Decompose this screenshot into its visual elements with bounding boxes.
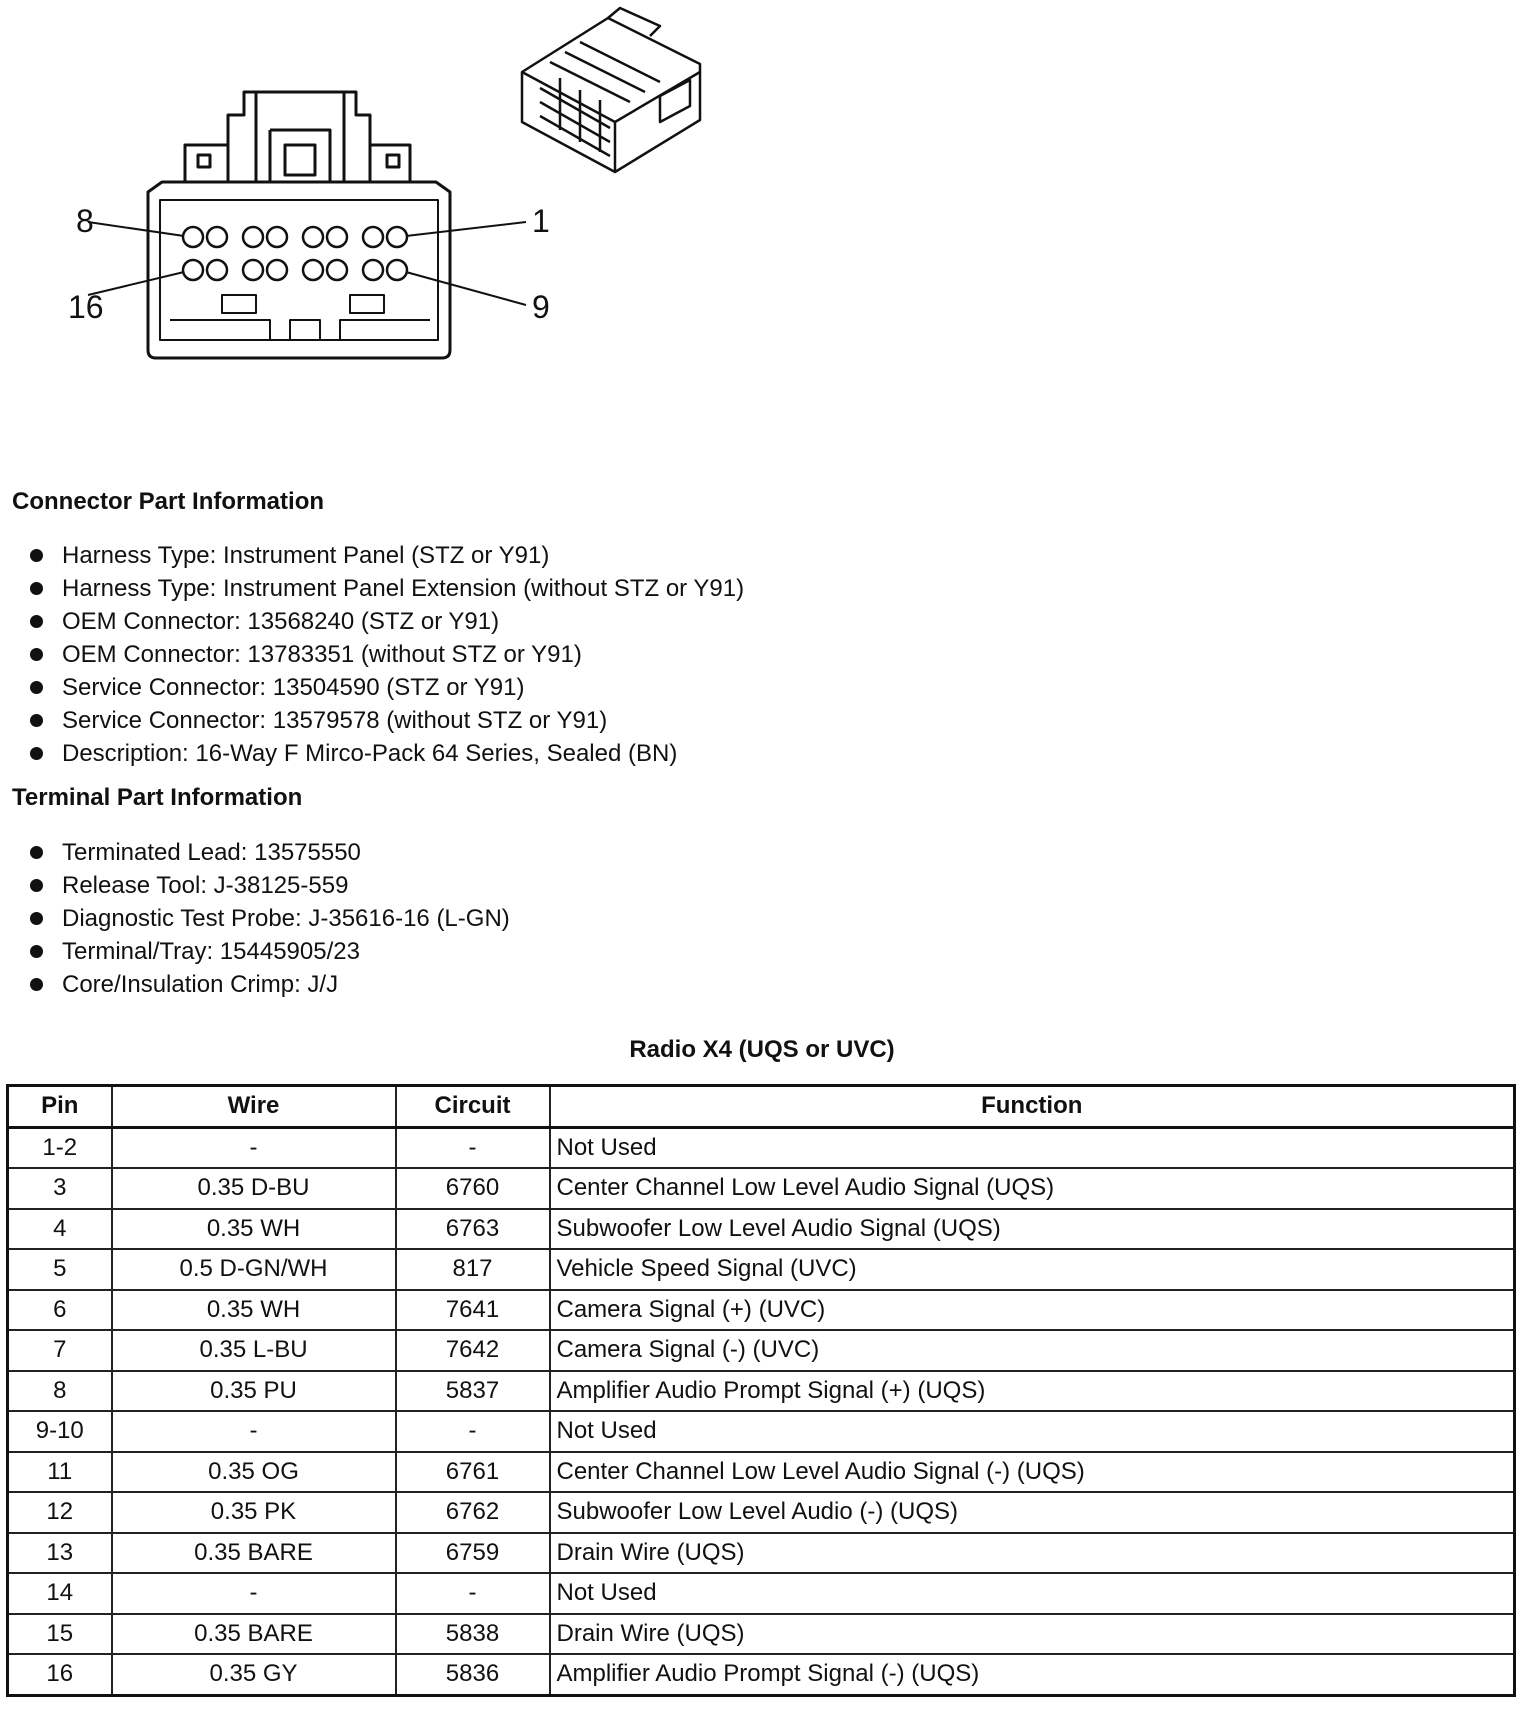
bullet-icon — [30, 846, 43, 859]
bullet-icon — [30, 714, 43, 727]
table-row — [8, 1452, 1515, 1493]
cell-circuit: 6762 — [396, 1492, 550, 1533]
cell-circuit: - — [396, 1127, 550, 1168]
cell-wire: 0.35 WH — [112, 1209, 396, 1250]
cell-function: Amplifier Audio Prompt Signal (-) (UQS) — [550, 1654, 1515, 1695]
cell-pin: 12 — [8, 1492, 112, 1533]
cell-circuit: 7642 — [396, 1330, 550, 1371]
list-item: Service Connector: 13579578 (without STZ or Y91) — [28, 704, 744, 737]
bullet-icon — [30, 945, 43, 958]
connector-part-info-title: Connector Part Information — [12, 488, 325, 515]
table-title: Radio X4 (UQS or UVC) — [629, 1036, 895, 1063]
bullet-icon — [30, 912, 43, 925]
list-item: OEM Connector: 13783351 (without STZ or Y91) — [28, 638, 744, 671]
cell-function: Vehicle Speed Signal (UVC) — [550, 1249, 1515, 1290]
cell-circuit: 7641 — [396, 1290, 550, 1331]
table-row — [8, 1168, 1515, 1209]
table-row — [8, 1492, 1515, 1533]
table-row — [8, 1533, 1515, 1574]
cell-wire: - — [112, 1127, 396, 1168]
cell-function: Center Channel Low Level Audio Signal (-) (UQS) — [550, 1452, 1515, 1493]
header-pin: Pin — [8, 1086, 112, 1128]
pinout-table — [6, 1084, 1516, 1697]
table-row — [8, 1654, 1515, 1695]
header-function: Function — [550, 1086, 1515, 1128]
list-item: Harness Type: Instrument Panel (STZ or Y91) — [28, 539, 744, 572]
pin-label-16: 16 — [68, 289, 104, 325]
bullet-icon — [30, 879, 43, 892]
cell-wire: 0.35 OG — [112, 1452, 396, 1493]
connector-isometric-sketch — [522, 8, 700, 172]
cell-wire: 0.35 BARE — [112, 1533, 396, 1574]
cell-circuit: 5836 — [396, 1654, 550, 1695]
cell-circuit: 6761 — [396, 1452, 550, 1493]
cell-function: Camera Signal (+) (UVC) — [550, 1290, 1515, 1331]
cell-pin: 3 — [8, 1168, 112, 1209]
cell-wire: - — [112, 1573, 396, 1614]
cell-pin: 4 — [8, 1209, 112, 1250]
header-wire: Wire — [112, 1086, 396, 1128]
pin-label-8: 8 — [76, 203, 94, 239]
cell-function: Subwoofer Low Level Audio Signal (UQS) — [550, 1209, 1515, 1250]
cell-pin: 13 — [8, 1533, 112, 1574]
list-item: Terminated Lead: 13575550 — [28, 836, 510, 869]
cell-pin: 16 — [8, 1654, 112, 1695]
cell-function: Camera Signal (-) (UVC) — [550, 1330, 1515, 1371]
cell-function: Center Channel Low Level Audio Signal (UQS) — [550, 1168, 1515, 1209]
list-item: Description: 16-Way F Mirco-Pack 64 Series, Sealed (BN) — [28, 737, 744, 770]
cell-circuit: 5837 — [396, 1371, 550, 1412]
cell-wire: 0.35 PU — [112, 1371, 396, 1412]
cell-pin: 7 — [8, 1330, 112, 1371]
list-item: Harness Type: Instrument Panel Extension (without STZ or Y91) — [28, 572, 744, 605]
cell-circuit: 6763 — [396, 1209, 550, 1250]
cell-circuit: 6760 — [396, 1168, 550, 1209]
cell-function: Drain Wire (UQS) — [550, 1533, 1515, 1574]
cell-wire: 0.35 L-BU — [112, 1330, 396, 1371]
cell-circuit: - — [396, 1573, 550, 1614]
table-body — [8, 1127, 1515, 1695]
table-row — [8, 1411, 1515, 1452]
table-row — [8, 1127, 1515, 1168]
list-item: Diagnostic Test Probe: J-35616-16 (L-GN) — [28, 902, 510, 935]
cell-wire: 0.5 D-GN/WH — [112, 1249, 396, 1290]
cell-pin: 6 — [8, 1290, 112, 1331]
cell-pin: 1-2 — [8, 1127, 112, 1168]
bullet-icon — [30, 978, 43, 991]
cell-function: Subwoofer Low Level Audio (-) (UQS) — [550, 1492, 1515, 1533]
terminal-part-info-title: Terminal Part Information — [12, 784, 303, 811]
cell-wire: 0.35 BARE — [112, 1614, 396, 1655]
cell-circuit: 6759 — [396, 1533, 550, 1574]
connector-diagram — [60, 0, 720, 380]
bullet-icon — [30, 582, 43, 595]
table-row — [8, 1330, 1515, 1371]
cell-function: Drain Wire (UQS) — [550, 1614, 1515, 1655]
cell-pin: 9-10 — [8, 1411, 112, 1452]
bullet-icon — [30, 681, 43, 694]
list-item: Release Tool: J-38125-559 — [28, 869, 510, 902]
cell-wire: - — [112, 1411, 396, 1452]
table-row — [8, 1573, 1515, 1614]
cell-pin: 5 — [8, 1249, 112, 1290]
connector-part-info-list — [28, 539, 744, 770]
bullet-icon — [30, 648, 43, 661]
cell-function: Amplifier Audio Prompt Signal (+) (UQS) — [550, 1371, 1515, 1412]
cell-pin: 15 — [8, 1614, 112, 1655]
list-item: OEM Connector: 13568240 (STZ or Y91) — [28, 605, 744, 638]
table-header-row — [8, 1086, 1515, 1128]
table-row — [8, 1249, 1515, 1290]
table-row — [8, 1290, 1515, 1331]
cell-wire: 0.35 PK — [112, 1492, 396, 1533]
cell-wire: 0.35 D-BU — [112, 1168, 396, 1209]
table-row — [8, 1614, 1515, 1655]
list-item: Service Connector: 13504590 (STZ or Y91) — [28, 671, 744, 704]
list-item: Terminal/Tray: 15445905/23 — [28, 935, 510, 968]
cell-wire: 0.35 GY — [112, 1654, 396, 1695]
bullet-icon — [30, 615, 43, 628]
table-row — [8, 1209, 1515, 1250]
cell-pin: 11 — [8, 1452, 112, 1493]
bullet-icon — [30, 747, 43, 760]
cell-circuit: 817 — [396, 1249, 550, 1290]
cell-pin: 14 — [8, 1573, 112, 1614]
cell-function: Not Used — [550, 1127, 1515, 1168]
pin-label-9: 9 — [532, 289, 550, 325]
connector-latch — [228, 92, 370, 182]
cell-pin: 8 — [8, 1371, 112, 1412]
table-row — [8, 1371, 1515, 1412]
list-item: Core/Insulation Crimp: J/J — [28, 968, 510, 1001]
cell-function: Not Used — [550, 1573, 1515, 1614]
terminal-part-info-list — [28, 836, 510, 1001]
header-circuit: Circuit — [396, 1086, 550, 1128]
cell-wire: 0.35 WH — [112, 1290, 396, 1331]
pin-label-1: 1 — [532, 203, 550, 239]
cell-circuit: 5838 — [396, 1614, 550, 1655]
cell-function: Not Used — [550, 1411, 1515, 1452]
cell-circuit: - — [396, 1411, 550, 1452]
bullet-icon — [30, 549, 43, 562]
